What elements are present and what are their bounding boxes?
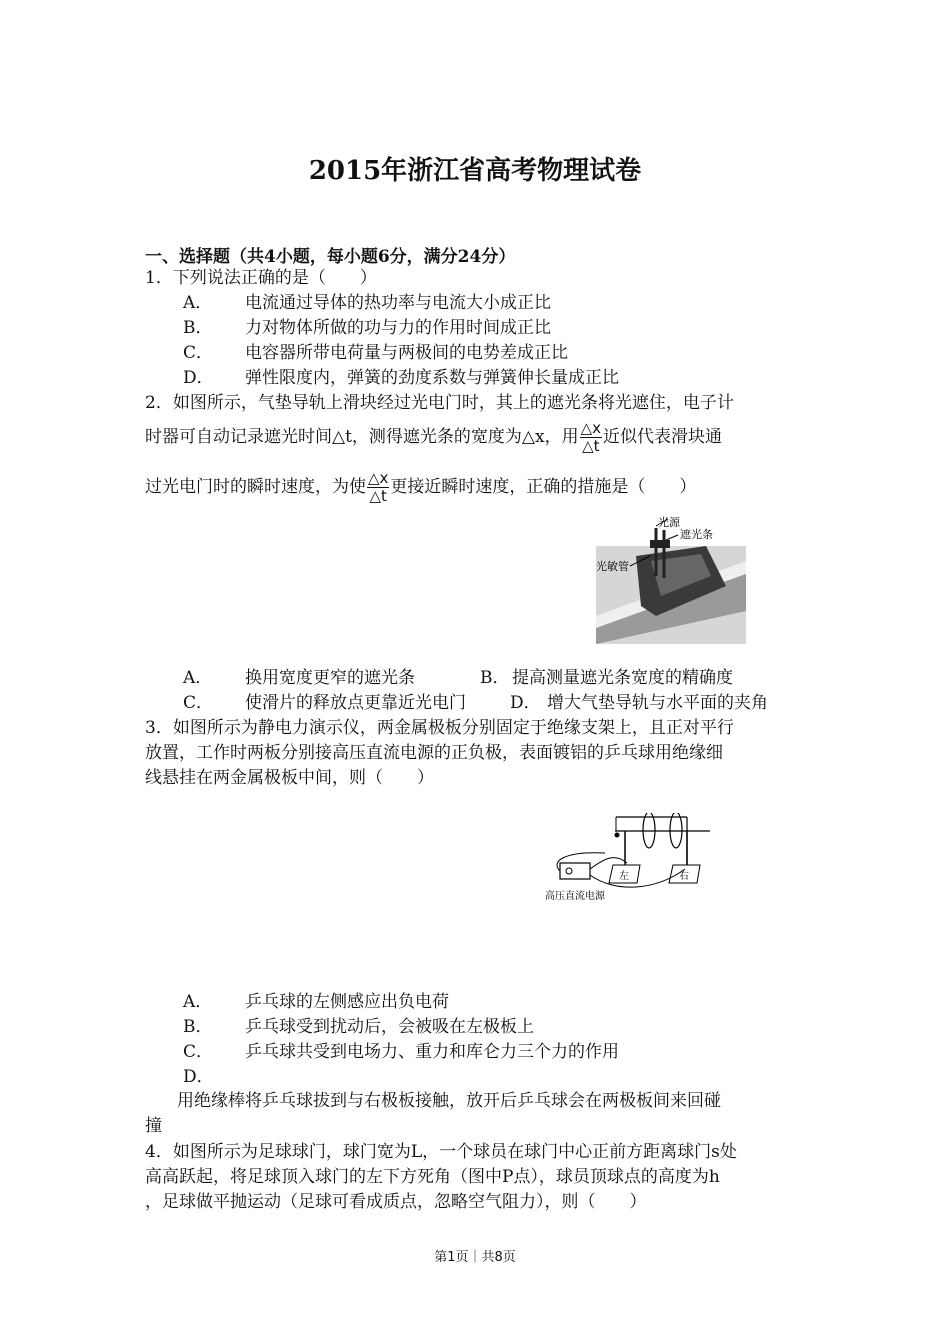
label-right: 右 bbox=[679, 871, 689, 882]
label-photo-tube: 光敏管 bbox=[596, 560, 629, 573]
q2-line-2-pre: 时器可自动记录遮光时间△t，测得遮光条的宽度为△x，用 bbox=[145, 427, 579, 447]
q3-option-b-label: B． bbox=[183, 1017, 213, 1037]
q2-option-d-text: 增大气垫导轨与水平面的夹角 bbox=[547, 693, 768, 713]
q2-line-3-post: 更接近瞬时速度，正确的措施是（ ） bbox=[390, 477, 697, 497]
q2-option-b-label: B． bbox=[480, 668, 510, 688]
q2-line-3-pre: 过光电门时的瞬时速度，为使 bbox=[145, 477, 366, 497]
q1-option-d-label: D． bbox=[183, 368, 214, 388]
fraction-dx-dt bbox=[580, 420, 602, 455]
question-3-line-1: 3．如图所示为静电力演示仪，两金属极板分别固定于绝缘支架上，且正对平行 bbox=[145, 718, 734, 738]
question-2-line-1: 2．如图所示，气垫导轨上滑块经过光电门时，其上的遮光条将光遮住，电子计 bbox=[145, 393, 734, 413]
q1-option-c-label: C． bbox=[183, 343, 214, 363]
q3-option-c-text: 乒乓球共受到电场力、重力和库仑力三个力的作用 bbox=[245, 1042, 619, 1062]
label-power-supply: 高压直流电源 bbox=[545, 891, 605, 902]
q2-option-a-label: A． bbox=[183, 668, 213, 688]
q3-option-d-label: D． bbox=[183, 1067, 214, 1087]
fraction-numerator: △x bbox=[368, 469, 389, 487]
label-left: 左 bbox=[619, 871, 629, 882]
fraction-denominator: △t bbox=[582, 437, 600, 455]
q3-option-d-text-line-1: 用绝缘棒将乒乓球拔到与右极板接触，放开后乒乓球会在两极板间来回碰 bbox=[177, 1091, 721, 1111]
question-4-line-1: 4．如图所示为足球球门，球门宽为L，一个球员在球门中心正前方距离球门s处 bbox=[145, 1142, 737, 1162]
q3-option-a-label: A． bbox=[183, 992, 213, 1012]
q1-option-d-text: 弹性限度内，弹簧的劲度系数与弹簧伸长量成正比 bbox=[245, 368, 619, 388]
q2-option-d-label: D． bbox=[510, 693, 541, 713]
q2-option-a-text: 换用宽度更窄的遮光条 bbox=[245, 668, 415, 688]
fraction-denominator: △t bbox=[369, 487, 387, 505]
electrostatic-apparatus-figure bbox=[545, 813, 710, 903]
q1-option-b-text: 力对物体所做的功与力的作用时间成正比 bbox=[245, 318, 551, 338]
q3-option-c-label: C． bbox=[183, 1042, 214, 1062]
q3-option-b-text: 乒乓球受到扰动后，会被吸在左极板上 bbox=[245, 1017, 534, 1037]
question-4-line-3: ，足球做平抛运动（足球可看成质点，忽略空气阻力），则（ ） bbox=[145, 1192, 647, 1212]
q1-option-c-text: 电容器所带电荷量与两极间的电势差成正比 bbox=[245, 343, 568, 363]
label-light-source: 光源 bbox=[658, 516, 680, 529]
q3-option-a-text: 乒乓球的左侧感应出负电荷 bbox=[245, 992, 449, 1012]
page-footer: 第1页｜共8页 bbox=[434, 1250, 516, 1265]
question-2-line-2 bbox=[145, 420, 722, 455]
fraction-numerator: △x bbox=[580, 419, 601, 437]
photogate-figure bbox=[596, 516, 746, 644]
fraction-dx-dt bbox=[367, 470, 389, 505]
q3-option-d-text-line-2: 撞 bbox=[145, 1116, 162, 1136]
section-heading: 一、选择题（共4小题，每小题6分，满分24分） bbox=[145, 247, 516, 267]
label-shade-strip: 遮光条 bbox=[680, 528, 713, 541]
question-2-line-3 bbox=[145, 470, 696, 505]
q2-option-c-label: C． bbox=[183, 693, 214, 713]
question-3-line-3: 线悬挂在两金属极板中间，则（ ） bbox=[145, 768, 434, 788]
question-3-line-2: 放置，工作时两板分别接高压直流电源的正负极，表面镀铝的乒乓球用绝缘细 bbox=[145, 743, 723, 763]
question-1-stem: 1．下列说法正确的是（ ） bbox=[145, 268, 377, 288]
q1-option-a-text: 电流通过导体的热功率与电流大小成正比 bbox=[245, 293, 551, 313]
q1-option-b-label: B． bbox=[183, 318, 213, 338]
page-title: 2015年浙江省高考物理试卷 bbox=[308, 156, 642, 186]
question-4-line-2: 高高跃起，将足球顶入球门的左下方死角（图中P点），球员顶球点的高度为h bbox=[145, 1167, 720, 1187]
q1-option-a-label: A． bbox=[183, 293, 213, 313]
q2-option-b-text: 提高测量遮光条宽度的精确度 bbox=[512, 668, 733, 688]
q2-option-c-text: 使滑片的释放点更靠近光电门 bbox=[245, 693, 466, 713]
q2-line-2-post: 近似代表滑块通 bbox=[603, 427, 722, 447]
